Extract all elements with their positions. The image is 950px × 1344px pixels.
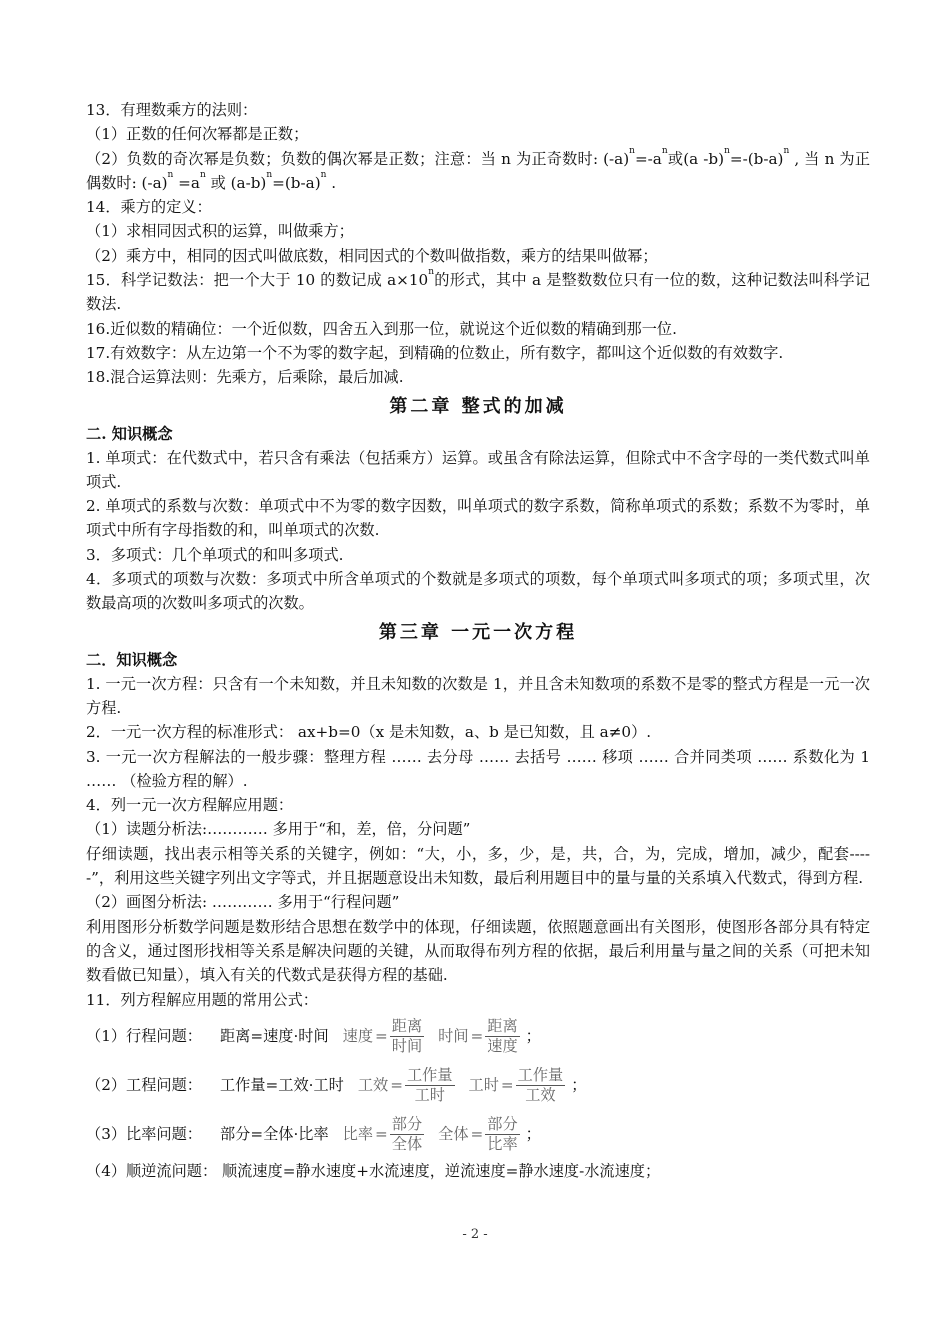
formula-row-work: （2）工程问题： 工作量=工效·工时 工效 = $\frac{\text{工作量}}{\text{工时}}$ 工时 = $\frac{\text{工作量}}{\text{工效}}$ ； bbox=[86, 1065, 587, 1104]
formula-label: （3）比率问题： bbox=[86, 1125, 202, 1144]
chapter-2-section-heading: 二. 知识概念 bbox=[86, 424, 173, 443]
rule-14-item-2: （2）乘方中，相同的因式叫做底数，相同因式的个数叫做指数，乘方的结果叫做幂； bbox=[86, 246, 658, 265]
chapter-3-item: 3. 一元一次方程解法的一般步骤：整理方程 …… 去分母 …… 去括号 …… 移项 …… 合并同类项 …… 系数化为 1 …… （检验方程的解）. bbox=[86, 747, 870, 790]
chapter-2-title: 第二章 整式的加减 bbox=[389, 395, 567, 417]
chapter-2-item: 3．多项式：几个单项式的和叫多项式. bbox=[86, 545, 344, 564]
fraction-formula: 比率 = $\frac{\text{部分}}{\text{全体}}$ bbox=[342, 1114, 423, 1153]
chapter-3-item: （2）画图分析法: ………… 多用于“行程问题” bbox=[86, 893, 400, 912]
page-number: - 2 - bbox=[462, 1227, 488, 1242]
chapter-3-item: 利用图形分析数学问题是数形结合思想在数学中的体现，仔细读题，依照题意画出有关图形，使图形各部分具有特定的含义，通过图形找相等关系是解决问题的关键，从而取得布列方程的依据，最后利用量与量之间的关系（可把未知数看做已知量），填入有关的代数式是获得方程的基础. bbox=[86, 917, 870, 985]
formula-main: 部分=全体·比率 bbox=[219, 1125, 329, 1144]
fraction-formula: 时间 = $\frac{\text{距离}}{\text{速度}}$ bbox=[438, 1016, 518, 1055]
chapter-2-item: 4．多项式的项数与次数：多项式中所含单项式的个数就是多项式的项数，每个单项式叫多项式的项；多项式里，次数最高项的次数叫多项式的次数。 bbox=[86, 570, 870, 613]
formula-row-ratio: （3）比率问题： 部分=全体·比率 比率 = $\frac{\text{部分}}{\text{全体}}$ 全体 = $\frac{\text{部分}}{\text{比率}}$ ； bbox=[86, 1114, 541, 1153]
chapter-3-title: 第三章 一元一次方程 bbox=[378, 621, 578, 643]
chapter-2-item: 2. 单项式的系数与次数：单项式中不为零的数字因数，叫单项式的数字系数，简称单项式的系数；系数不为零时，单项式中所有字母指数的和，叫单项式的次数. bbox=[86, 497, 870, 540]
chapter-3-item: 4．列一元一次方程解应用题： bbox=[86, 796, 294, 815]
chapter-3-item: 1. 一元一次方程：只含有一个未知数，并且未知数的次数是 1，并且含未知数项的系数不是零的整式方程是一元一次方程. bbox=[86, 674, 870, 717]
formula-main: 工作量=工效·工时 bbox=[219, 1076, 344, 1095]
chapter-3-item: 11．列方程解应用题的常用公式： bbox=[86, 990, 318, 1009]
formula-label: （2）工程问题： bbox=[86, 1076, 202, 1095]
rule-13-heading: 13．有理数乘方的法则： bbox=[86, 101, 258, 119]
chapter-3-section-heading: 二．知识概念 bbox=[86, 650, 178, 669]
rule-18: 18.混合运算法则：先乘方，后乘除，最后加减. bbox=[86, 368, 404, 387]
rule-15: 15．科学记数法：把一个大于 10 的数记成 $a\times 10^n$的形式，其中 a 是整数数位只有一位的数，这种记数法叫科学记数法. bbox=[86, 267, 870, 314]
rule-17: 17.有效数字：从左边第一个不为零的数字起，到精确的位数止，所有数字，都叫这个近似数的有效数字. bbox=[86, 343, 784, 362]
fraction-formula: 速度 = $\frac{\text{距离}}{\text{时间}}$ bbox=[342, 1016, 423, 1055]
chapter-3-item: （1）读题分析法:………… 多用于“和，差，倍，分问题” bbox=[86, 820, 471, 839]
rule-14-item-1: （1）求相同因式积的运算，叫做乘方； bbox=[86, 222, 354, 241]
formula-row-travel: （1）行程问题： 距离=速度·时间 速度 = $\frac{\text{距离}}{\text{时间}}$ 时间 = $\frac{\text{距离}}{\text{速度}}$ ； bbox=[86, 1016, 541, 1055]
fraction-formula: 工效 = $\frac{\text{工作量}}{\text{工时}}$ bbox=[357, 1065, 453, 1104]
chapter-2-item: 1. 单项式：在代数式中，若只含有乘法（包括乘方）运算。或虽含有除法运算，但除式中不含字母的一类代数式叫单项式. bbox=[86, 448, 870, 491]
rule-13-item-1: （1）正数的任何次幂都是正数； bbox=[86, 125, 309, 144]
fraction-formula: 工时 = $\frac{\text{工作量}}{\text{工效}}$ bbox=[468, 1065, 564, 1104]
rule-14-heading: 14．乘方的定义： bbox=[86, 198, 212, 217]
chapter-3-item: 仔细读题，找出表示相等关系的关键字，例如：“大，小，多，少，是，共，合，为，完成，增加，减少，配套-----”，利用这些关键字列出文字等式，并且据题意设出未知数，最后利用题目中的量与量的关系填入代数式，得到方程. bbox=[86, 844, 870, 888]
rule-13-item-2: （2）负数的奇次幂是负数；负数的偶次幂是正数；注意：当 n 为正奇数时: $(-a)^n=-a^n$或(a $-b)^n=-(b-a)^n$ , 当 n 为正偶数时: $(-a)^n =a^n$ 或 $(a-b)^n=(b-a)^n$ . bbox=[86, 145, 871, 192]
formula-main: 距离=速度·时间 bbox=[219, 1027, 329, 1046]
fraction-formula: 全体 = $\frac{\text{部分}}{\text{比率}}$ bbox=[438, 1114, 518, 1153]
page-content bbox=[86, 98, 870, 1183]
formula-row-current: （4）顺逆流问题： 顺流速度=静水速度+水流速度，逆流速度=静水速度-水流速度； bbox=[86, 1161, 661, 1180]
chapter-3-item: 2．一元一次方程的标准形式： ax+b=0（x 是未知数，a、b 是已知数，且 a≠0）. bbox=[86, 723, 652, 742]
formula-label: （1）行程问题： bbox=[86, 1027, 202, 1046]
rule-16: 16.近似数的精确位：一个近似数，四舍五入到那一位，就说这个近似数的精确到那一位. bbox=[86, 319, 677, 338]
